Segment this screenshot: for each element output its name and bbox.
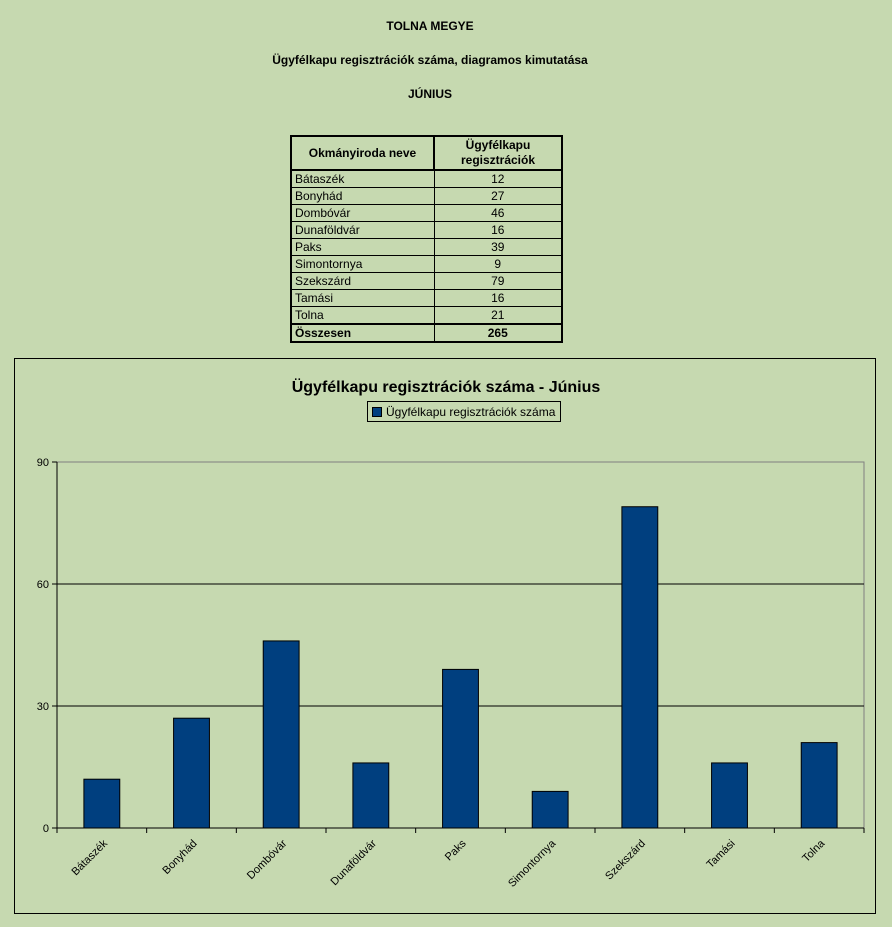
bar xyxy=(353,763,389,828)
office-name-cell: Paks xyxy=(291,239,434,256)
table-row xyxy=(291,222,562,239)
report-subtitle: Ügyfélkapu regisztrációk száma, diagramos kimutatása xyxy=(272,53,588,67)
x-tick-label: Bonyhád xyxy=(160,837,200,877)
x-tick-label: Bátaszék xyxy=(69,837,110,879)
chart-title: Ügyfélkapu regisztrációk száma - Június xyxy=(291,379,601,396)
total-value-cell: 265 xyxy=(434,324,562,342)
month-heading: JÚNIUS xyxy=(407,87,452,101)
bar xyxy=(532,791,568,828)
bar-chart xyxy=(15,359,877,915)
office-name-cell: Bátaszék xyxy=(291,170,434,188)
bar xyxy=(443,669,479,828)
x-tick-label: Dombóvár xyxy=(244,837,290,883)
registration-count-cell: 79 xyxy=(434,273,562,290)
column-header-registrations: Ügyfélkapu regisztrációk xyxy=(434,136,562,170)
registration-count-cell: 16 xyxy=(434,222,562,239)
bar xyxy=(712,763,748,828)
office-name-cell: Simontornya xyxy=(291,256,434,273)
x-tick-label: Tolna xyxy=(800,837,828,865)
office-name-cell: Dunaföldvár xyxy=(291,222,434,239)
table-header-row xyxy=(291,136,562,170)
legend-swatch xyxy=(372,407,382,417)
table-row xyxy=(291,290,562,307)
registration-table xyxy=(290,135,563,343)
office-name-cell: Bonyhád xyxy=(291,188,434,205)
office-name-cell: Tamási xyxy=(291,290,434,307)
registration-count-cell: 39 xyxy=(434,239,562,256)
registration-count-cell: 46 xyxy=(434,205,562,222)
chart-legend xyxy=(367,401,561,422)
registration-count-cell: 9 xyxy=(434,256,562,273)
x-tick-label: Szekszárd xyxy=(603,837,648,883)
y-tick-label: 30 xyxy=(36,701,49,713)
y-tick-label: 60 xyxy=(36,579,49,591)
bar xyxy=(174,718,210,828)
x-tick-label: Dunaföldvár xyxy=(328,837,379,889)
bar xyxy=(263,641,299,828)
county-heading: TOLNA MEGYE xyxy=(386,19,474,33)
registration-count-cell: 16 xyxy=(434,290,562,307)
registration-count-cell: 21 xyxy=(434,307,562,325)
registration-count-cell: 12 xyxy=(434,170,562,188)
table-row xyxy=(291,239,562,256)
column-header-office: Okmányiroda neve xyxy=(291,136,434,170)
total-label-cell: Összesen xyxy=(291,324,434,342)
x-tick-label: Tamási xyxy=(704,837,738,871)
y-tick-label: 90 xyxy=(36,457,49,469)
table-row xyxy=(291,170,562,188)
bar xyxy=(84,779,120,828)
table-row xyxy=(291,256,562,273)
bar xyxy=(801,743,837,828)
bar xyxy=(622,507,658,828)
table-row xyxy=(291,205,562,222)
chart-area xyxy=(14,358,876,914)
registration-count-cell: 27 xyxy=(434,188,562,205)
y-tick-label: 0 xyxy=(42,823,49,835)
office-name-cell: Dombóvár xyxy=(291,205,434,222)
table-row xyxy=(291,273,562,290)
x-tick-label: Paks xyxy=(442,837,469,864)
table-row xyxy=(291,307,562,325)
legend-label: Ügyfélkapu regisztrációk száma xyxy=(386,404,556,419)
total-row xyxy=(291,324,562,342)
office-name-cell: Szekszárd xyxy=(291,273,434,290)
office-name-cell: Tolna xyxy=(291,307,434,325)
table-row xyxy=(291,188,562,205)
x-tick-label: Simontornya xyxy=(506,837,559,890)
